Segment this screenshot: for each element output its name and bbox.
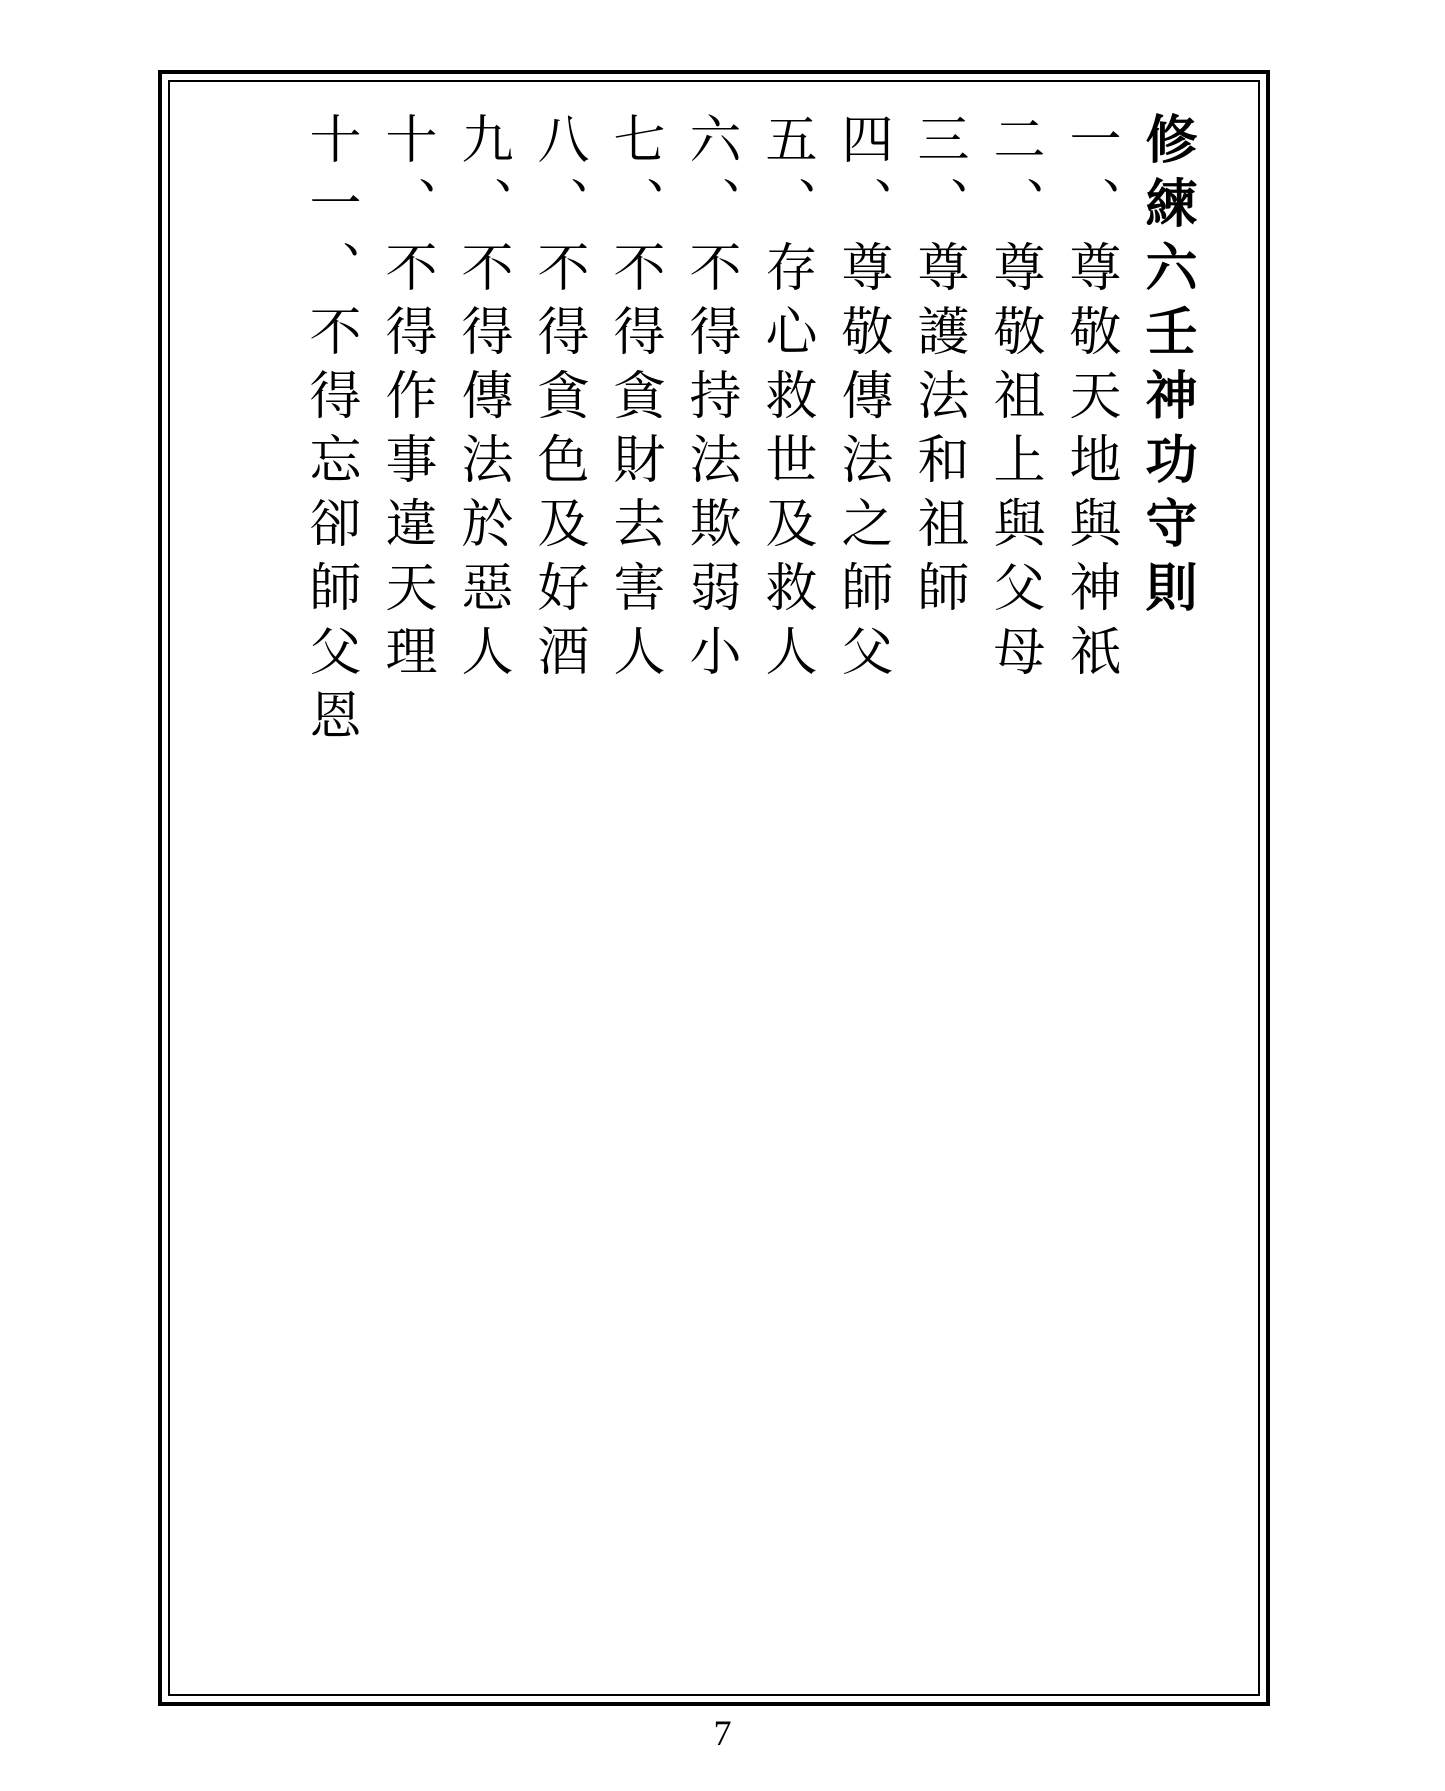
rule-4: 四、尊敬傳法之師父 [832,112,892,688]
rule-1: 一、尊敬天地與神祇 [1060,112,1120,688]
rule-5: 五、存心救世及救人 [756,112,816,688]
rule-11: 十一、不得忘卻師父恩 [300,112,360,752]
page-content [180,112,1220,1672]
rule-9: 九、不得傳法於惡人 [452,112,512,688]
rule-10: 十、不得作事違天理 [376,112,436,688]
document-title: 修練六壬神功守則 [1136,112,1196,624]
rule-3: 三、尊護法和祖師 [908,112,968,624]
rule-6: 六、不得持法欺弱小 [680,112,740,688]
page-number: 7 [713,1713,732,1753]
rule-2: 二、尊敬祖上與父母 [984,112,1044,688]
rule-7: 七、不得貪財去害人 [604,112,664,688]
rule-8: 八、不得貪色及好酒 [528,112,588,688]
